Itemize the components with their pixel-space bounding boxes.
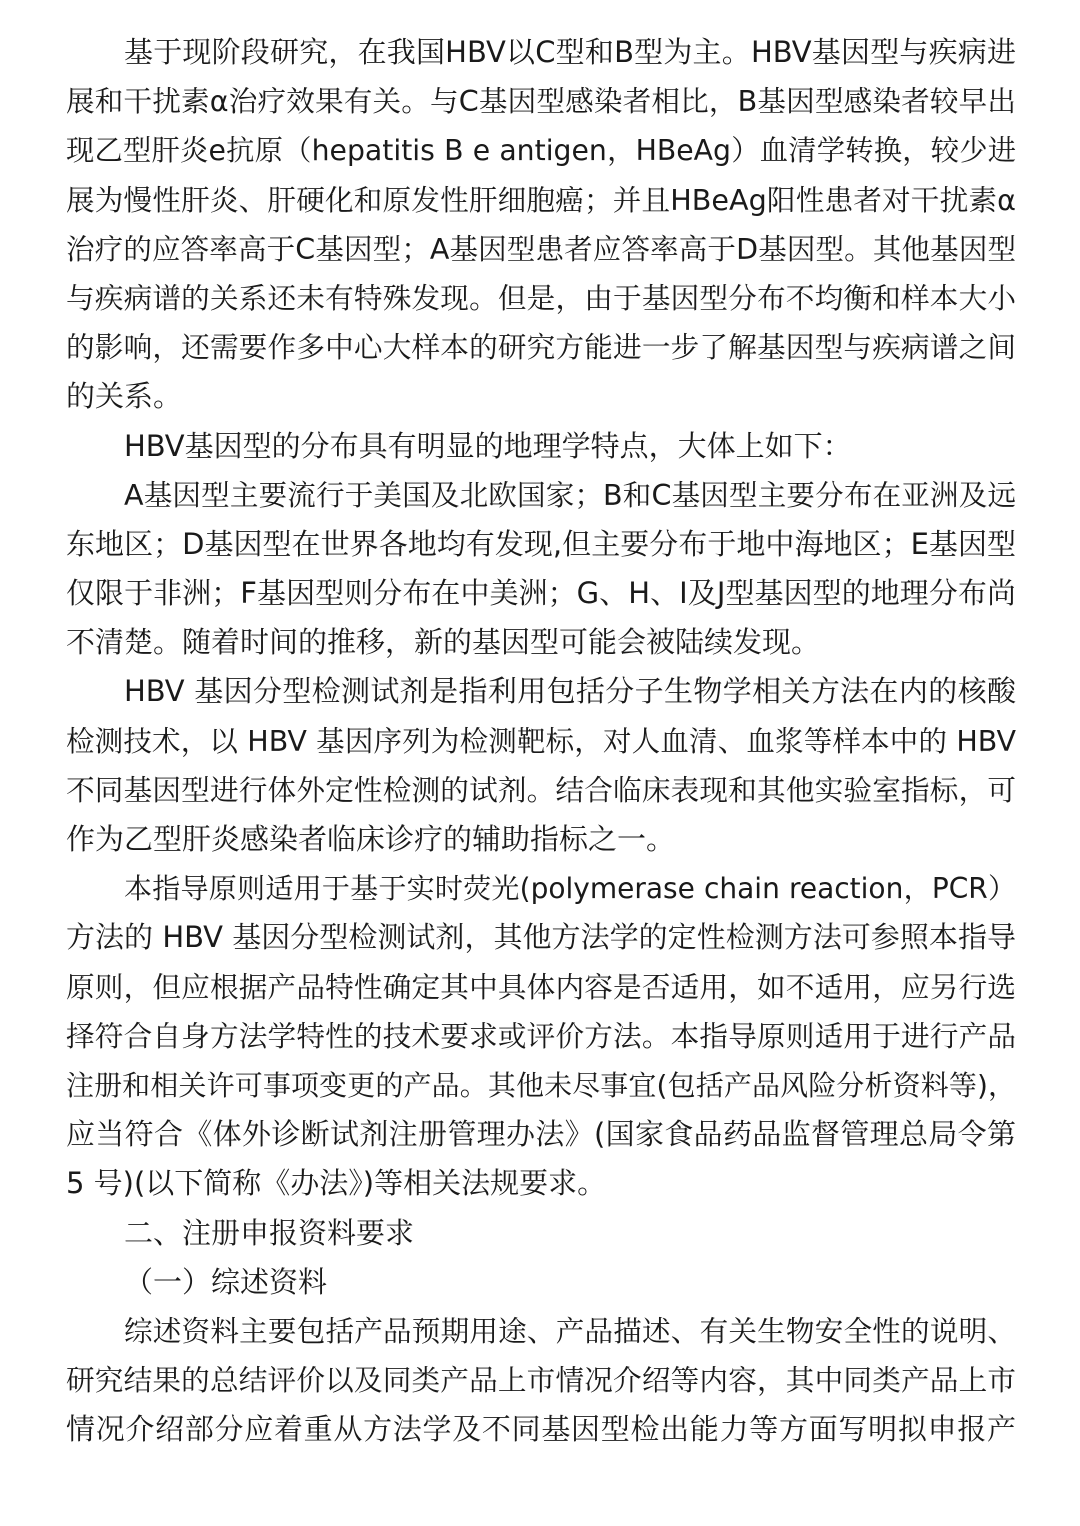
text-line: HBV基因型的分布具有明显的地理学特点，大体上如下： [124, 428, 852, 463]
text-line: 仅限于非洲；F基因型则分布在中美洲；G、H、I及J型基因型的地理分布尚 [66, 576, 1016, 611]
text-line: 检测技术，以 HBV 基因序列为检测靶标，对人血清、血浆等样本中的 HBV [66, 724, 1016, 758]
text-line: 方法的 HBV 基因分型检测试剂，其他方法学的定性检测方法可参照本指导 [66, 920, 1016, 955]
subsection-heading [66, 1258, 1016, 1307]
text-line: 的影响，还需要作多中心大样本的研究方能进一步了解基因型与疾病谱之间 [66, 330, 1016, 365]
text-line: 本指导原则适用于基于实时荧光(polymerase chain reaction，PCR） [124, 872, 1016, 906]
text-line: 的关系。 [66, 379, 183, 414]
text-line: 应当符合《体外诊断试剂注册管理办法》(国家食品药品监督管理总局令第 [66, 1117, 1016, 1152]
text-line: 择符合自身方法学特性的技术要求或评价方法。本指导原则适用于进行产品 [66, 1018, 1016, 1053]
heading-overview-materials: （一）综述资料 [124, 1264, 328, 1299]
text-line: 不清楚。随着时间的推移，新的基因型可能会被陆续发现。 [66, 625, 821, 660]
text-line: 综述资料主要包括产品预期用途、产品描述、有关生物安全性的说明、 [124, 1313, 1016, 1348]
heading-registration-requirements: 二、注册申报资料要求 [124, 1215, 415, 1250]
text-line: 治疗的应答率高于C基因型；A基因型患者应答率高于D基因型。其他基因型 [66, 232, 1016, 266]
text-line: 作为乙型肝炎感染者临床诊疗的辅助指标之一。 [66, 822, 676, 856]
text-line: 5 号)(以下简称《办法》)等相关法规要求。 [66, 1166, 607, 1201]
text-line: 不同基因型进行体外定性检测的试剂。结合临床表现和其他实验室指标，可 [66, 772, 1016, 807]
paragraph-genotype-disease [66, 28, 1016, 422]
document-body [66, 28, 1016, 1454]
text-line: 原则，但应根据产品特性确定其中具体内容是否适用，如不适用，应另行选 [66, 969, 1016, 1004]
text-line: 与疾病谱的关系还未有特殊发现。但是，由于基因型分布不均衡和样本大小 [66, 280, 1016, 315]
text-line: HBV 基因分型检测试剂是指利用包括分子生物学相关方法在内的核酸 [124, 674, 1016, 709]
text-line: 情况介绍部分应着重从方法学及不同基因型检出能力等方面写明拟申报产 [66, 1412, 1016, 1447]
text-line: A基因型主要流行于美国及北欧国家；B和C基因型主要分布在亚洲及远 [124, 477, 1016, 512]
text-line: 基于现阶段研究，在我国HBV以C型和B型为主。HBV基因型与疾病进 [124, 35, 1016, 69]
text-line: 展为慢性肝炎、肝硬化和原发性肝细胞癌；并且HBeAg阳性患者对干扰素α [66, 182, 1016, 217]
paragraph-reagent-definition [66, 667, 1016, 864]
paragraph-distribution-intro [66, 422, 1016, 471]
paragraph-distribution-detail [66, 471, 1016, 668]
text-line: 注册和相关许可事项变更的产品。其他未尽事宜(包括产品风险分析资料等)， [66, 1068, 1016, 1102]
paragraph-overview [66, 1307, 1016, 1455]
paragraph-scope [66, 864, 1016, 1208]
text-line: 东地区；D基因型在世界各地均有发现,但主要分布于地中海地区；E基因型 [66, 526, 1016, 561]
text-line: 研究结果的总结评价以及同类产品上市情况介绍等内容，其中同类产品上市 [66, 1363, 1016, 1398]
section-heading [66, 1209, 1016, 1258]
text-line: 展和干扰素α治疗效果有关。与C基因型感染者相比，B基因型感染者较早出 [66, 84, 1016, 119]
text-line: 现乙型肝炎e抗原（hepatitis B e antigen，HBeAg）血清学转换，较少进 [66, 134, 1016, 168]
